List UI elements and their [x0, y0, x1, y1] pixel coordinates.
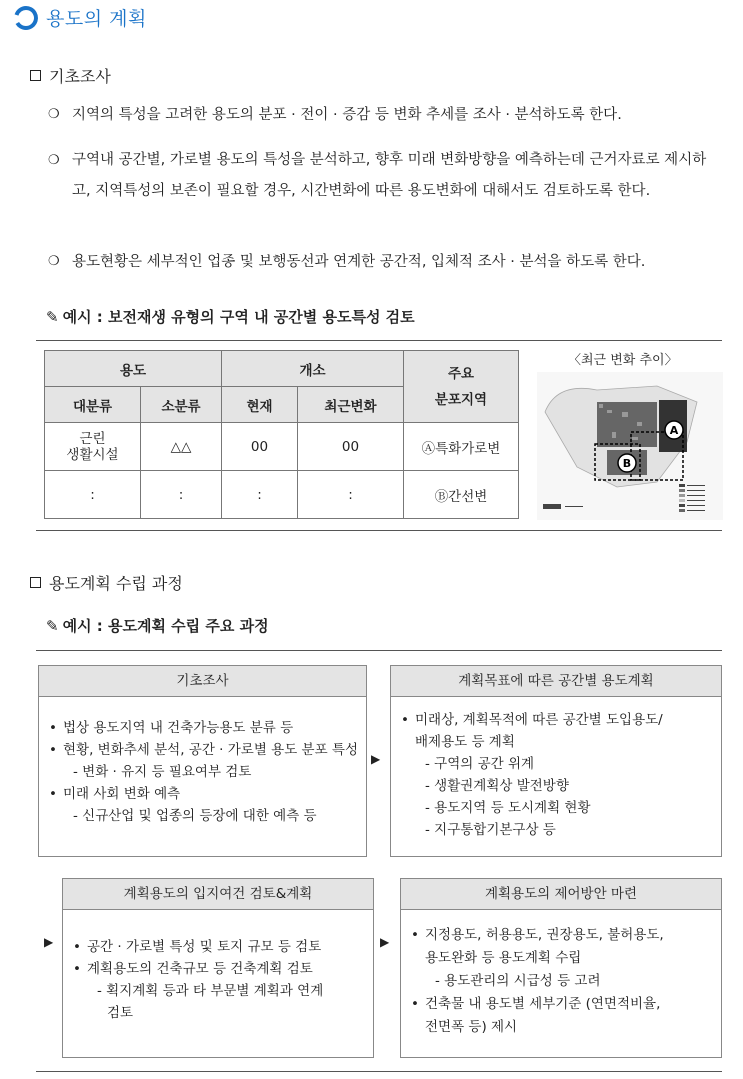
divider [36, 340, 722, 341]
map-label-a: A [669, 424, 679, 437]
header-recent: 최근변화 [298, 387, 404, 423]
sub-line: - 획지계획 등과 타 부문별 계획과 연계 [97, 983, 324, 999]
sub-line: 배제용도 등 계획 [415, 734, 515, 750]
sub-line: - 생활권계획상 발전방향 [425, 778, 569, 794]
sub-line: - 용도지역 등 도시계획 현황 [425, 800, 591, 816]
divider [36, 650, 722, 651]
header-area: 주요 분포지역 [404, 351, 519, 423]
process-box-spatial-plan: 계획목표에 따른 공간별 용도계획 • 미래상, 계획목적에 따른 공간별 도입용도/ 배제용도 등 계획 - 구역의 공간 위계 - 생활권계획상 발전방향 - 용도지역 등 도시계획 현황 - 지구통합기본구상 등 [390, 665, 722, 857]
header-minor: 소분류 [141, 387, 222, 423]
circle-bullet-icon: ❍ [48, 107, 60, 122]
sub-line: - 신규산업 및 업종의 등장에 대한 예측 등 [73, 808, 317, 824]
table-row: : : : : Ⓑ간선변 [45, 471, 519, 519]
process-box-site-review: 계획용도의 입지여건 검토&계획 • 공간 · 가로별 특성 및 토지 규모 등 검토 • 계획용도의 건축규모 등 건축계획 검토 - 획지계획 등과 타 부문별 계획과 연계 검토 [62, 878, 374, 1058]
divider [36, 530, 722, 531]
pencil-icon: ✎ [46, 307, 59, 326]
square-bullet-icon [30, 577, 41, 588]
header-count: 개소 [222, 351, 404, 387]
map-image [537, 372, 723, 520]
process-box-control-plan: 계획용도의 제어방안 마련 • 지정용도, 허용용도, 권장용도, 불허용도, 용도완화 등 용도계획 수립 - 용도관리의 시급성 등 고려 • 건축물 내 용도별 세부기준 (연면적비율, 전면폭 등) 제시 [400, 878, 722, 1058]
divider [36, 1071, 722, 1072]
title-text: 용도의 계획 [46, 8, 147, 30]
arrow-right-icon: ▶ [380, 935, 390, 949]
bullet-line: • 지정용도, 허용용도, 권장용도, 불허용도, [411, 924, 713, 947]
map-caption: 〈최근 변화 추이〉 [568, 353, 678, 368]
header-use: 용도 [45, 351, 222, 387]
bullet-item: ❍ 구역내 공간별, 가로별 용도의 특성을 분석하고, 향후 미래 변화방향을 예측하는데 근거자료로 제시하고, 지역특성의 보존이 필요할 경우, 시간변화에 따른 용도변화에 대해서도 검토하도록 한다. [48, 145, 720, 207]
bullet-line: • 미래 사회 변화 예측 [49, 783, 358, 805]
sub-line: - 용도관리의 시급성 등 고려 [435, 973, 601, 989]
bullet-line: • 계획용도의 건축규모 등 건축계획 검토 [73, 958, 365, 980]
page-title [14, 4, 147, 31]
pencil-icon: ✎ [46, 616, 59, 635]
sub-line: - 지구통합기본구상 등 [425, 822, 556, 838]
map-label-b: B [622, 457, 632, 470]
bullet-line: • 미래상, 계획목적에 따른 공간별 도입용도/ [401, 709, 713, 731]
table-row: 근린 생활시설 △△ 00 00 Ⓐ특화가로변 [45, 423, 519, 471]
sub-line: - 구역의 공간 위계 [425, 756, 535, 772]
sub-line: 검토 [107, 1005, 134, 1021]
section-heading-survey: 기초조사 [30, 64, 111, 87]
bullet-line: • 법상 용도지역 내 건축가능용도 분류 등 [49, 717, 358, 739]
circle-bullet-icon: ❍ [48, 254, 60, 269]
sub-line: 전면폭 등) 제시 [425, 1019, 518, 1035]
use-table [44, 350, 519, 519]
square-bullet-icon [30, 70, 41, 81]
example-label: ✎ 예시 : 용도계획 수립 주요 과정 [46, 616, 269, 635]
arrow-right-icon: ▶ [371, 752, 381, 766]
sub-line: 용도완화 등 용도계획 수립 [425, 950, 582, 966]
header-now: 현재 [222, 387, 298, 423]
cycle-arrow-icon [14, 6, 38, 30]
circle-bullet-icon: ❍ [48, 153, 60, 168]
sub-line: - 변화 · 유지 등 필요여부 검토 [73, 764, 252, 780]
bullet-line: • 현황, 변화추세 분석, 공간 · 가로별 용도 분포 특성 [49, 739, 358, 761]
bullet-item: ❍ 지역의 특성을 고려한 용도의 분포 · 전이 · 증감 등 변화 추세를 조사 · 분석하도록 한다. [48, 100, 720, 130]
bullet-item: ❍ 용도현황은 세부적인 업종 및 보행동선과 연계한 공간적, 입체적 조사 · 분석을 하도록 한다. [48, 247, 720, 277]
bullet-line: • 공간 · 가로별 특성 및 토지 규모 등 검토 [73, 936, 365, 958]
example-label: ✎ 예시 : 보전재생 유형의 구역 내 공간별 용도특성 검토 [46, 307, 415, 326]
process-box-survey: 기초조사 • 법상 용도지역 내 건축가능용도 분류 등 • 현황, 변화추세 분석, 공간 · 가로별 용도 분포 특성 - 변화 · 유지 등 필요여부 검토 • 미래 사회 변화 예측 - 신규산업 및 업종의 등장에 대한 예측 등 [38, 665, 367, 857]
header-major: 대분류 [45, 387, 141, 423]
arrow-right-icon: ▶ [44, 935, 54, 949]
section-heading-process: 용도계획 수립 과정 [30, 571, 183, 594]
bullet-line: • 건축물 내 용도별 세부기준 (연면적비율, [411, 993, 713, 1016]
